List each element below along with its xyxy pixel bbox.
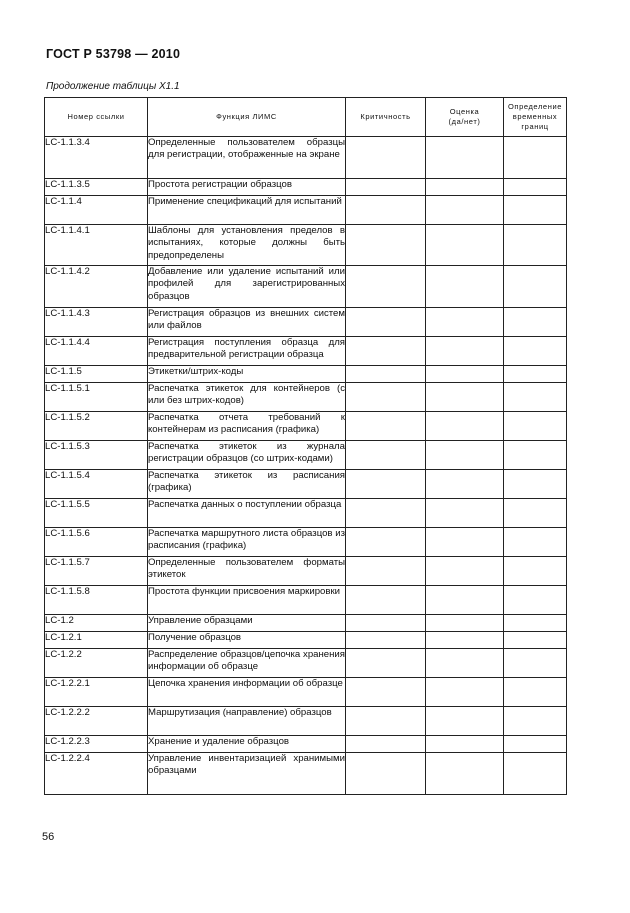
evaluation-cell bbox=[426, 412, 504, 441]
column-header-time-limits bbox=[504, 98, 567, 137]
time-limits-cell bbox=[504, 441, 567, 470]
criticality-cell bbox=[346, 225, 426, 266]
table-row bbox=[45, 225, 567, 266]
ref-cell: LC-1.1.4.1 bbox=[45, 225, 148, 266]
table-row bbox=[45, 137, 567, 179]
time-limits-cell bbox=[504, 528, 567, 557]
ref-cell: LC-1.1.4.2 bbox=[45, 266, 148, 308]
evaluation-cell bbox=[426, 736, 504, 753]
table-row bbox=[45, 412, 567, 441]
time-limits-cell bbox=[504, 649, 567, 678]
ref-cell: LC-1.1.5.4 bbox=[45, 470, 148, 499]
criticality-cell bbox=[346, 557, 426, 586]
function-cell: Распределение образцов/цепочка хранения информации об образце bbox=[148, 649, 346, 678]
time-limits-cell bbox=[504, 499, 567, 528]
criticality-cell bbox=[346, 632, 426, 649]
function-cell: Цепочка хранения информации об образце bbox=[148, 678, 346, 707]
criticality-cell bbox=[346, 499, 426, 528]
time-limits-cell bbox=[504, 179, 567, 196]
table-row bbox=[45, 383, 567, 412]
function-cell: Применение спецификаций для испытаний bbox=[148, 196, 346, 225]
time-limits-cell bbox=[504, 225, 567, 266]
function-cell: Распечатка отчета требований к контейнерам из расписания (графика) bbox=[148, 412, 346, 441]
ref-cell: LC-1.1.5.2 bbox=[45, 412, 148, 441]
column-header-criticality: Критичность bbox=[346, 98, 426, 137]
table-header-row bbox=[45, 98, 567, 137]
ref-cell: LC-1.1.5.7 bbox=[45, 557, 148, 586]
time-limits-cell bbox=[504, 586, 567, 615]
table-row bbox=[45, 615, 567, 632]
ref-cell: LC-1.2.2.4 bbox=[45, 753, 148, 795]
table-row bbox=[45, 196, 567, 225]
lims-function-table bbox=[44, 97, 567, 795]
function-cell: Распечатка этикеток для контейнеров (с или без штрих-кодов) bbox=[148, 383, 346, 412]
ref-cell: LC-1.1.5 bbox=[45, 366, 148, 383]
criticality-cell bbox=[346, 678, 426, 707]
criticality-cell bbox=[346, 179, 426, 196]
table-row bbox=[45, 499, 567, 528]
function-cell: Управление инвентаризацией хранимыми образцами bbox=[148, 753, 346, 795]
function-cell: Шаблоны для установления пределов в испытаниях, которые должны быть предопределены bbox=[148, 225, 346, 266]
evaluation-cell bbox=[426, 383, 504, 412]
column-header-ref: Номер ссылки bbox=[45, 98, 148, 137]
evaluation-cell bbox=[426, 137, 504, 179]
criticality-cell bbox=[346, 266, 426, 308]
table-row bbox=[45, 366, 567, 383]
evaluation-cell bbox=[426, 470, 504, 499]
time-limits-cell bbox=[504, 412, 567, 441]
evaluation-cell bbox=[426, 586, 504, 615]
table-row bbox=[45, 707, 567, 736]
ref-cell: LC-1.1.4.3 bbox=[45, 308, 148, 337]
table-row bbox=[45, 179, 567, 196]
evaluation-header-line: Оценка bbox=[449, 107, 480, 116]
table-row bbox=[45, 649, 567, 678]
evaluation-cell bbox=[426, 225, 504, 266]
function-cell: Регистрация образцов из внешних систем или файлов bbox=[148, 308, 346, 337]
criticality-cell bbox=[346, 337, 426, 366]
criticality-cell bbox=[346, 137, 426, 179]
ref-cell: LC-1.1.5.3 bbox=[45, 441, 148, 470]
standard-header: ГОСТ Р 53798 — 2010 bbox=[46, 47, 181, 61]
ref-cell: LC-1.1.4 bbox=[45, 196, 148, 225]
table-row bbox=[45, 753, 567, 795]
ref-cell: LC-1.2 bbox=[45, 615, 148, 632]
evaluation-cell bbox=[426, 707, 504, 736]
ref-cell: LC-1.1.5.8 bbox=[45, 586, 148, 615]
ref-cell: LC-1.2.2.1 bbox=[45, 678, 148, 707]
ref-cell: LC-1.1.5.5 bbox=[45, 499, 148, 528]
function-cell: Хранение и удаление образцов bbox=[148, 736, 346, 753]
table-row bbox=[45, 632, 567, 649]
evaluation-cell bbox=[426, 557, 504, 586]
function-cell: Простота функции присвоения маркировки bbox=[148, 586, 346, 615]
criticality-cell bbox=[346, 615, 426, 632]
page-number: 56 bbox=[42, 831, 55, 843]
evaluation-cell bbox=[426, 678, 504, 707]
function-cell: Распечатка этикеток из расписания (графика) bbox=[148, 470, 346, 499]
function-cell: Распечатка данных о поступлении образца bbox=[148, 499, 346, 528]
time-limits-cell bbox=[504, 266, 567, 308]
time-limits-cell bbox=[504, 366, 567, 383]
evaluation-cell bbox=[426, 337, 504, 366]
table-row bbox=[45, 441, 567, 470]
ref-cell: LC-1.2.2.3 bbox=[45, 736, 148, 753]
time-header-line: Определение bbox=[507, 102, 563, 111]
column-header-function: Функция ЛИМС bbox=[148, 98, 346, 137]
time-limits-cell bbox=[504, 678, 567, 707]
table-row bbox=[45, 678, 567, 707]
criticality-cell bbox=[346, 753, 426, 795]
time-limits-cell bbox=[504, 557, 567, 586]
time-limits-cell bbox=[504, 196, 567, 225]
evaluation-cell bbox=[426, 499, 504, 528]
criticality-cell bbox=[346, 470, 426, 499]
criticality-cell bbox=[346, 586, 426, 615]
criticality-cell bbox=[346, 308, 426, 337]
time-limits-cell bbox=[504, 615, 567, 632]
evaluation-cell bbox=[426, 649, 504, 678]
ref-cell: LC-1.2.2.2 bbox=[45, 707, 148, 736]
function-cell: Определенные пользователем образцы для регистрации, отображенные на экране bbox=[148, 137, 346, 179]
table-row bbox=[45, 528, 567, 557]
function-cell: Определенные пользователем форматы этикеток bbox=[148, 557, 346, 586]
evaluation-cell bbox=[426, 366, 504, 383]
function-cell: Распечатка маршрутного листа образцов из расписания (графика) bbox=[148, 528, 346, 557]
table-row bbox=[45, 557, 567, 586]
time-limits-cell bbox=[504, 632, 567, 649]
time-limits-cell bbox=[504, 337, 567, 366]
time-limits-cell bbox=[504, 753, 567, 795]
time-header-line: границ bbox=[521, 122, 549, 131]
evaluation-cell bbox=[426, 266, 504, 308]
evaluation-cell bbox=[426, 615, 504, 632]
function-cell: Добавление или удаление испытаний или профилей для зарегистрированных образцов bbox=[148, 266, 346, 308]
criticality-cell bbox=[346, 528, 426, 557]
function-cell: Этикетки/штрих-коды bbox=[148, 366, 346, 383]
evaluation-cell bbox=[426, 441, 504, 470]
criticality-cell bbox=[346, 196, 426, 225]
table-body bbox=[45, 137, 567, 795]
function-cell: Управление образцами bbox=[148, 615, 346, 632]
time-header-line: временных bbox=[512, 112, 558, 121]
function-cell: Маршрутизация (направление) образцов bbox=[148, 707, 346, 736]
time-limits-cell bbox=[504, 707, 567, 736]
ref-cell: LC-1.1.5.1 bbox=[45, 383, 148, 412]
table-row bbox=[45, 266, 567, 308]
time-limits-cell bbox=[504, 137, 567, 179]
criticality-cell bbox=[346, 707, 426, 736]
function-cell: Распечатка этикеток из журнала регистрации образцов (со штрих-кодами) bbox=[148, 441, 346, 470]
evaluation-header-line: (да/нет) bbox=[448, 117, 481, 126]
time-limits-cell bbox=[504, 470, 567, 499]
table-row bbox=[45, 308, 567, 337]
evaluation-cell bbox=[426, 196, 504, 225]
ref-cell: LC-1.1.5.6 bbox=[45, 528, 148, 557]
table-row bbox=[45, 337, 567, 366]
criticality-cell bbox=[346, 441, 426, 470]
ref-cell: LC-1.1.4.4 bbox=[45, 337, 148, 366]
criticality-cell bbox=[346, 736, 426, 753]
table-row bbox=[45, 586, 567, 615]
time-limits-cell bbox=[504, 308, 567, 337]
evaluation-cell bbox=[426, 753, 504, 795]
criticality-cell bbox=[346, 383, 426, 412]
table-caption: Продолжение таблицы Х1.1 bbox=[46, 81, 180, 92]
ref-cell: LC-1.1.3.4 bbox=[45, 137, 148, 179]
evaluation-cell bbox=[426, 632, 504, 649]
time-limits-cell bbox=[504, 736, 567, 753]
function-cell: Получение образцов bbox=[148, 632, 346, 649]
function-cell: Простота регистрации образцов bbox=[148, 179, 346, 196]
ref-cell: LC-1.1.3.5 bbox=[45, 179, 148, 196]
criticality-cell bbox=[346, 366, 426, 383]
criticality-cell bbox=[346, 649, 426, 678]
function-cell: Регистрация поступления образца для предварительной регистрации образца bbox=[148, 337, 346, 366]
time-limits-cell bbox=[504, 383, 567, 412]
ref-cell: LC-1.2.2 bbox=[45, 649, 148, 678]
column-header-evaluation bbox=[426, 98, 504, 137]
ref-cell: LC-1.2.1 bbox=[45, 632, 148, 649]
table-row bbox=[45, 470, 567, 499]
evaluation-cell bbox=[426, 308, 504, 337]
evaluation-cell bbox=[426, 528, 504, 557]
table-row bbox=[45, 736, 567, 753]
evaluation-cell bbox=[426, 179, 504, 196]
criticality-cell bbox=[346, 412, 426, 441]
